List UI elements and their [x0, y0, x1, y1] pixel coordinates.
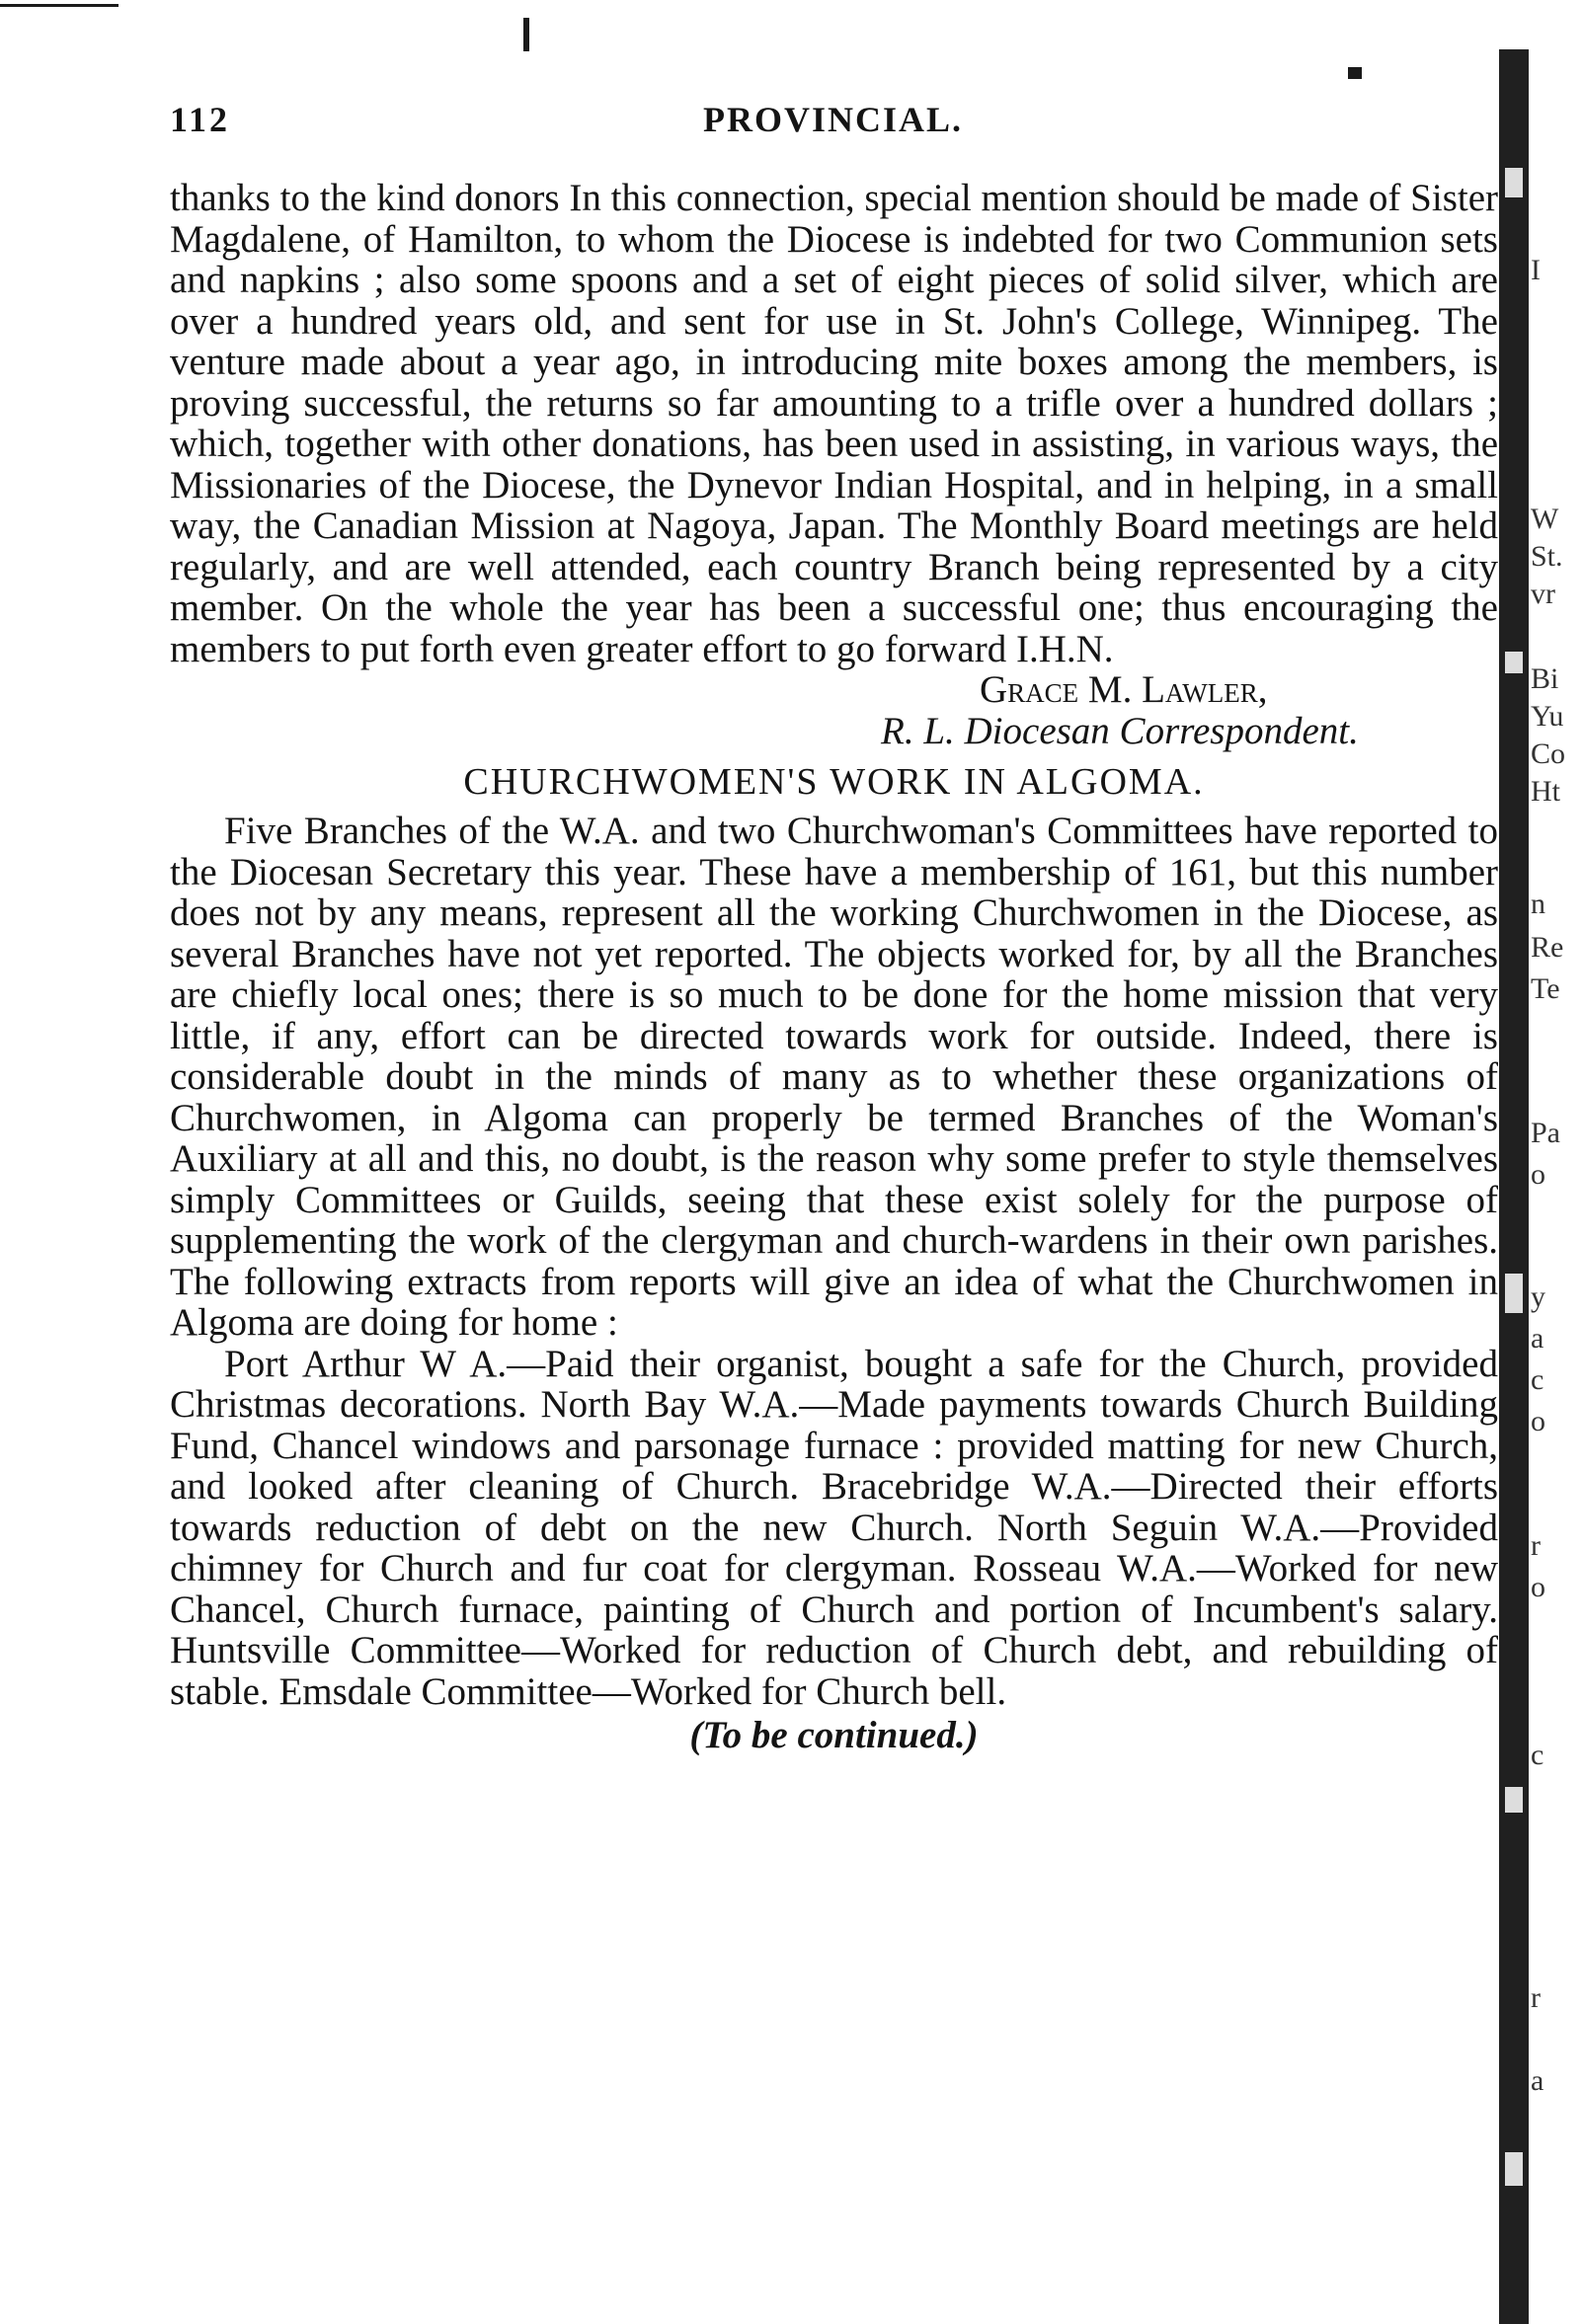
algoma-paragraph-2: Port Arthur W A.—Paid their organist, bought a safe for the Church, provided Christmas decorations. North Bay W.A.—Made payments towards Church Building Fund, Chancel windows and parsonage furnace : provided matting for new Church, and looked after cleaning of Church. Bracebridge W.A.—Directed their efforts towards reduction of debt on the new Church. North Seguin W.A.—Provided chimney for Church and fur coat for clergyman. Rosseau W.A.—Worked for new Chancel, Church furnace, painting of Church and portion of Incumbent's salary. Huntsville Committee—Worked for reduction of Church debt, and rebuilding of stable. Emsdale Committee—Worked for Church bell. — [170, 1342, 1498, 1713]
binding-speck — [1505, 1787, 1523, 1813]
margin-fragment: n — [1531, 889, 1545, 920]
margin-fragment: o — [1531, 1572, 1545, 1603]
margin-fragment: Pa — [1531, 1118, 1560, 1149]
page — [170, 99, 1498, 1757]
binding-speck — [1505, 2152, 1523, 2186]
margin-fragment: Re — [1531, 932, 1564, 964]
running-title: PROVINCIAL. — [703, 100, 964, 139]
margin-fragment: Yu — [1531, 701, 1564, 733]
signature-role: R. L. Diocesan Correspondent. — [881, 709, 1359, 752]
binding-edge — [1499, 49, 1529, 2324]
margin-fragment: r — [1531, 1982, 1541, 2014]
section-heading: CHURCHWOMEN'S WORK IN ALGOMA. — [463, 761, 1205, 803]
margin-fragment: Bi — [1531, 663, 1559, 695]
margin-fragment: Co — [1531, 738, 1566, 770]
page-number: 112 — [170, 100, 231, 139]
scan-mark-top-center — [523, 18, 529, 51]
margin-fragment: c — [1531, 1364, 1544, 1396]
margin-fragment: c — [1531, 1740, 1544, 1771]
margin-fragment: Ht — [1531, 776, 1560, 808]
margin-fragment: o — [1531, 1159, 1545, 1191]
continued-note: (To be continued.) — [689, 1714, 979, 1756]
scan-mark-top-dot — [1348, 67, 1362, 79]
margin-fragment: St. — [1531, 541, 1563, 573]
margin-fragment: I — [1531, 255, 1541, 286]
margin-fragment: a — [1531, 2065, 1544, 2097]
margin-fragment: o — [1531, 1406, 1545, 1437]
running-head — [170, 99, 1498, 178]
margin-fragment: W — [1531, 504, 1559, 535]
margin-fragment: y — [1531, 1281, 1545, 1313]
signature-name: Grace M. Lawler, — [980, 668, 1268, 711]
binding-speck — [1505, 1274, 1523, 1313]
scan-mark-top-left — [0, 4, 119, 7]
algoma-paragraph-1: Five Branches of the W.A. and two Churchwoman's Committees have reported to the Diocesan Secretary this year. These have a membership of 161, but this number does not by any means, represent all the working Churchwomen in the Diocese, as several Branches have not yet reported. The objects worked for, by all the Branches are chiefly local ones; there is so much to be done for the home mission that very little, if any, effort can be directed towards work for outside. Indeed, there is considerable doubt in the minds of many as to whether these organizations of Churchwomen, in Algoma can properly be termed Branches of the Woman's Auxiliary at all and this, no doubt, is the reason why some prefer to style themselves simply Committees or Guilds, seeing that these exist solely for the purpose of supplementing the work of the clergyman and church-wardens in their own parishes. The following extracts from reports will give an idea of what the Churchwomen in Algoma are doing for home : — [170, 810, 1498, 1344]
binding-speck — [1505, 652, 1523, 673]
margin-fragment: vr — [1531, 579, 1555, 610]
report-paragraph: thanks to the kind donors In this connection, special mention should be made of Sister Magdalene, of Hamilton, to whom the Diocese is indebted for two Communion sets and napkins ; also some spoons and a set of eight pieces of solid silver, which are over a hundred years old, and sent for use in St. John's College, Winnipeg. The venture made about a year ago, in introducing mite boxes among the members, is proving successful, the returns so far amounting to a trifle over a hundred dollars ; which, together with other donations, has been used in assisting, in various ways, the Missionaries of the Diocese, the Dynevor Indian Hospital, and in helping, in a small way, the Canadian Mission at Nagoya, Japan. The Monthly Board meetings are held regularly, and are well attended, each country Branch being represented by a city member. On the whole the year has been a successful one; thus encouraging the members to put forth even greater effort to go forward I.H.N. — [170, 177, 1498, 670]
margin-fragment: Te — [1531, 973, 1560, 1005]
margin-fragment: a — [1531, 1323, 1544, 1355]
margin-fragment: r — [1531, 1530, 1541, 1562]
binding-speck — [1505, 168, 1523, 197]
